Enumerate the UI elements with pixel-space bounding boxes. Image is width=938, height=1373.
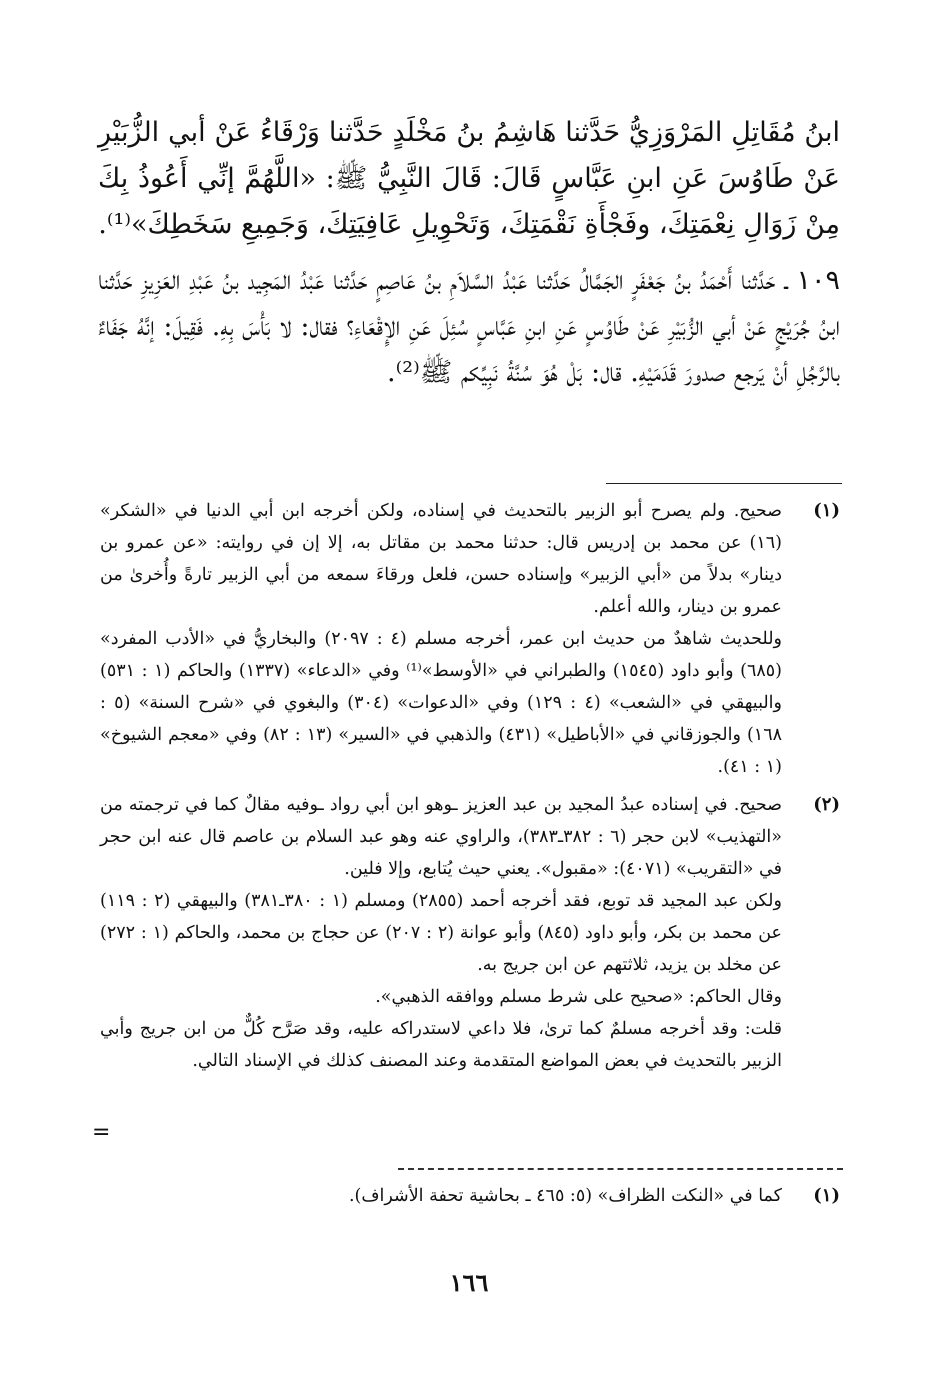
- footnote-paragraph: صحيح. في إسناده عبدُ المجيد بن عبد العزيز ـوهو ابن أبي رواد ـوفيه مقالٌ كما في ترجمته من «التهذيب» لابن حجر (٦ : ٣٨٢ـ٣٨٣)، والراوي عنه وهو عبد السلام بن عاصم قال عنه ابن حجر في «التقريب» (٤٠٧١): «مقبول». يعني حيث يُتابع، وإلا فلين.: [100, 795, 782, 879]
- footnote-number: (١): [813, 1185, 840, 1206]
- footnote-number: (١): [813, 500, 840, 521]
- footnote-body: [100, 789, 782, 1077]
- footnote-paragraph: صحيح. ولم يصرح أبو الزبير بالتحديث في إسناده، ولكن أخرجه ابن أبي الدنيا في «الشكر» (١٦) عن محمد بن إدريس قال: حدثنا محمد بن مقاتل به، إلا إن في روايته: «عن عمرو بن دينار» بدلاً من «أبي الزبير» وإسناده حسن، فلعل ورقاءَ سمعه من أبي الزبير تارةً وأُخرىٰ من عمرو بن دينار، والله أعلم.: [100, 501, 782, 617]
- hadith-paragraph-continuation: ابنُ مُقَاتِلِ المَرْوَزِيُّ حَدَّثنا هَاشِمُ بنُ مَخْلَدٍ حَدَّثنا وَرْقَاءُ عَنْ أبي الزُّبَيْرِ عَنْ طَاوُسَ عَنِ ابنِ عَبَّاسٍ قَالَ: قَالَ النَّبِيُّ ﷺ: «اللَّهُمَّ إنِّي أَعُوذُ بِكَ مِنْ زَوَالِ نِعْمَتِكَ، وفَجْأَةِ نَقْمَتِكَ، وَتَحْوِيلِ عَافِيَتِكَ، وَجَمِيعِ سَخَطِكَ»⁽¹⁾.: [98, 117, 840, 240]
- main-text-block: [98, 110, 840, 406]
- footnotes-section: [100, 495, 840, 1083]
- page-number: ١٦٦: [449, 1268, 489, 1297]
- footnote-body: [100, 495, 782, 783]
- continuation-mark: =: [92, 1120, 111, 1145]
- secondary-footnote-1: [100, 1180, 840, 1212]
- footnote-paragraph: ولكن عبد المجيد قد توبع، فقد أخرجه أحمد (٢٨٥٥) ومسلم (١ : ٣٨٠ـ٣٨١) والبيهقي (٢ : ١١٩) عن محمد بن بكر، وأبو داود (٨٤٥) وأبو عوانة (٢ : ٢٠٧) عن حجاج بن محمد، والحاكم (١ : ٢٧٢) عن مخلد بن يزيد، ثلاثتهم عن ابن جريج به.: [100, 891, 782, 975]
- footnote-paragraph: قلت: وقد أخرجه مسلمٌ كما ترىٰ، فلا داعي لاستدراكه عليه، وقد صَرَّح كُلٌّ من ابن جريج وأبي الزبير بالتحديث في بعض المواضع المتقدمة وعند المصنف كذلك في الإسناد التالي.: [100, 1019, 782, 1071]
- secondary-footnotes: [100, 1180, 840, 1218]
- footnote-separator-rule: [606, 483, 842, 484]
- footnote-1: [100, 495, 840, 783]
- footnote-2: [100, 789, 840, 1077]
- footnote-paragraph: وللحديث شاهدٌ من حديث ابن عمر، أخرجه مسلم (٤ : ٢٠٩٧) والبخاريُّ في «الأدب المفرد» (٦٨٥) وأبو داود (١٥٤٥) والطبراني في «الأوسط»⁽¹⁾ وفي «الدعاء» (١٣٣٧) والحاكم (١ : ٥٣١) والبيهقي في «الشعب» (٤ : ١٢٩) وفي «الدعوات» (٣٠٤) والبغوي في «شرح السنة» (٥ : ١٦٨) والجوزقاني في «الأباطيل» (٤٣١) والذهبي في «السير» (١٣ : ٨٢) وفي «معجم الشيوخ» (١ : ٤١).: [100, 629, 782, 777]
- secondary-footnote-separator: [398, 1168, 843, 1170]
- footnote-paragraph: وقال الحاكم: «صحيح على شرط مسلم ووافقه الذهبي».: [375, 987, 782, 1007]
- footnote-number: (٢): [813, 794, 840, 815]
- hadith-paragraph-109: ١٠٩ ـ حَدَّثنا أَحْمَدُ بنُ جَعْفَرٍ الجَمَّالُ حَدَّثنا عَبْدُ السَّلاَمِ بنُ عَاصِمٍ حَدَّثنا عَبْدُ المَجِيد بنُ عَبْدِ العَزِيزِ حَدَّثنا ابنُ جُرَيْجٍ عَنْ أبي الزُّبَيْرِ عَنْ طَاوُسٍ عَنِ ابنِ عَبَّاسٍ سُئِلَ عَنِ الإِقْعَاءِ؟ فقال: لا بَأْسَ بِهِ. فَقِيلَ: إنَّهُ جَفَاءٌ بالرَّجُلِ أنْ يَرجع صدورَ قَدَمَيْهِ. قال: بَلْ هُوَ سُنَّةُ نَبِيِّكم ﷺ⁽²⁾.: [98, 265, 840, 388]
- footnote-body: [100, 1180, 782, 1212]
- footnote-paragraph: كما في «النكت الظراف» (٥: ٤٦٥ ـ بحاشية تحفة الأشراف).: [348, 1186, 782, 1206]
